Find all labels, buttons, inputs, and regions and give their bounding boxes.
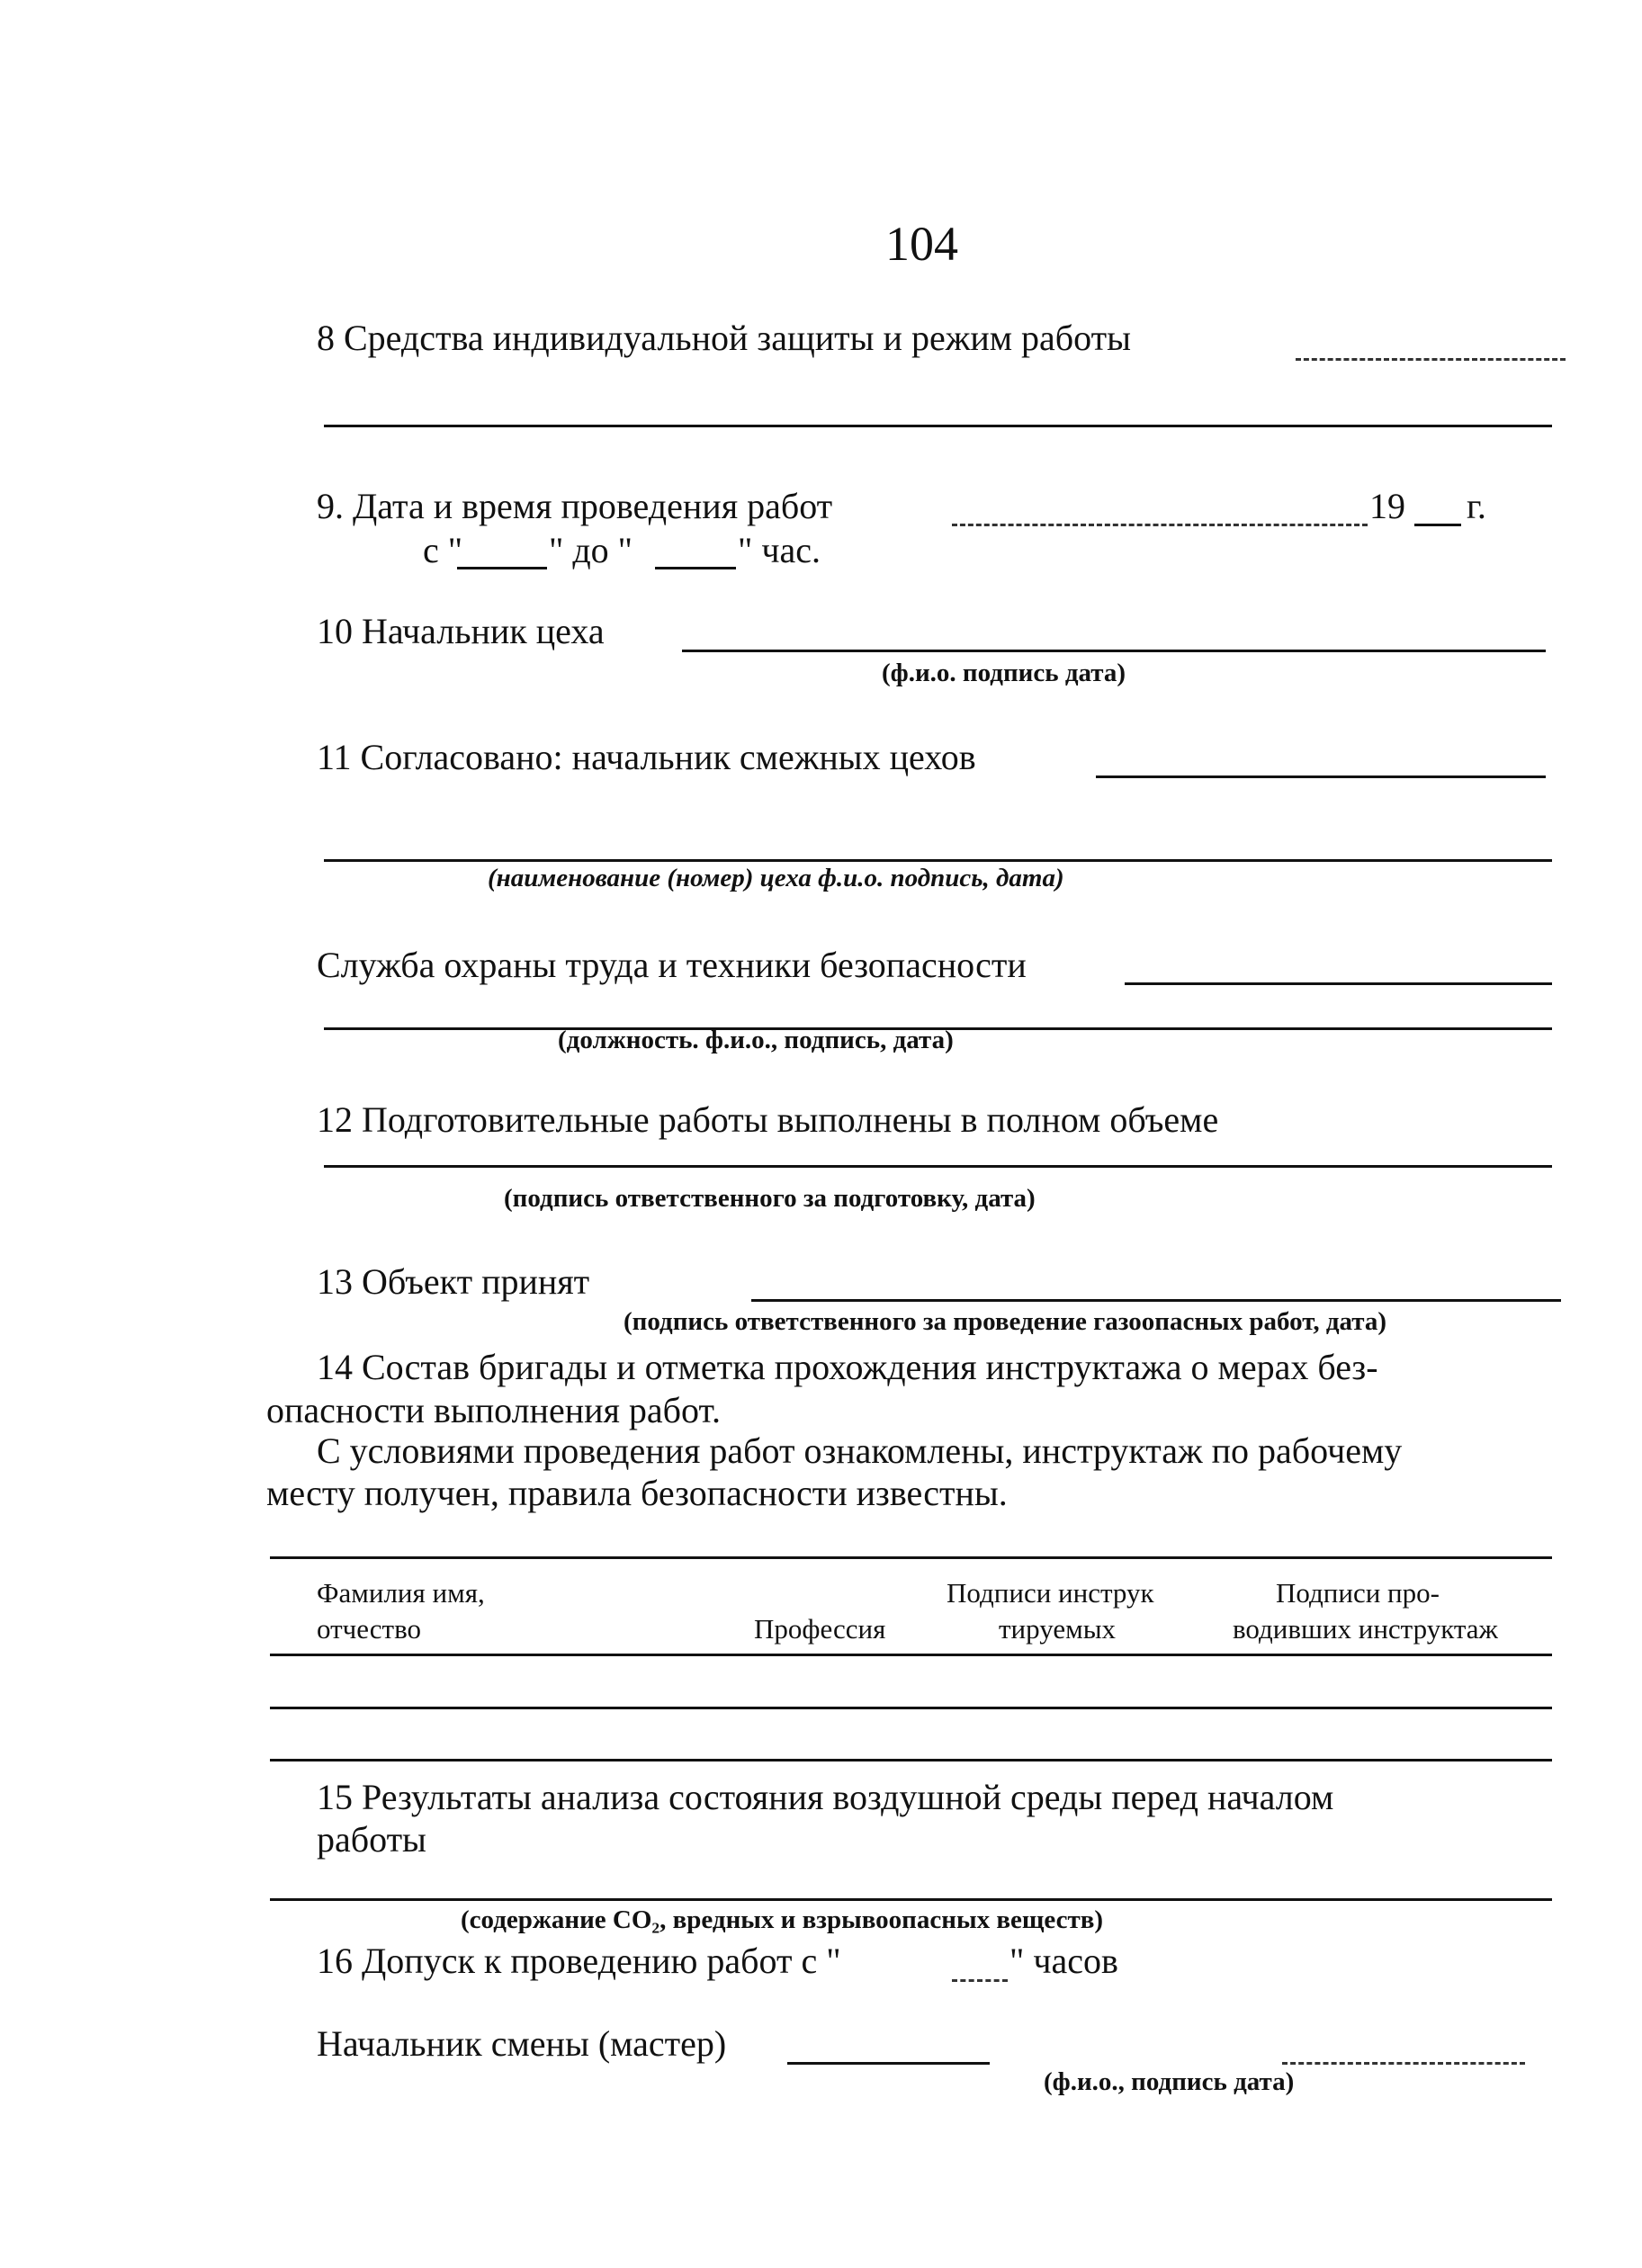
item10-caption: (ф.и.о. подпись дата) xyxy=(882,659,1126,687)
item11-line-b[interactable] xyxy=(324,859,1552,862)
table-row-2[interactable] xyxy=(270,1759,1552,1762)
item9-hours: " час. xyxy=(738,530,821,570)
table-col-profession: Профессия xyxy=(754,1613,886,1645)
table-row-1[interactable] xyxy=(270,1707,1552,1709)
item9-year: 19 xyxy=(1369,486,1405,526)
item15-line1: 15 Результаты анализа состояния воздушной среды перед началом xyxy=(317,1777,1334,1817)
item9-year-blank[interactable] xyxy=(1414,524,1461,526)
safety-label: Служба охраны труда и техники безопасности xyxy=(317,945,1027,985)
item12-label: 12 Подготовительные работы выполнены в полном объеме xyxy=(317,1099,1219,1140)
table-col-instructor-1: Подписи про- xyxy=(1276,1577,1440,1609)
item13-line[interactable] xyxy=(751,1299,1561,1302)
page-number: 104 xyxy=(885,217,958,271)
table-top-rule xyxy=(270,1556,1552,1559)
item14-line3: С условиями проведения работ ознакомлены, инструктаж по рабочему xyxy=(317,1430,1403,1471)
item15-caption: (содержание СО₂, вредных и взрывоопасных веществ) xyxy=(461,1905,1104,1934)
item16-blank[interactable] xyxy=(952,1979,1008,1982)
item9-date-blank[interactable] xyxy=(952,524,1368,526)
item9-from: с " xyxy=(423,530,463,570)
item16-suffix: " часов xyxy=(1009,1941,1118,1981)
table-col-instructor-2: водивших инструктаж xyxy=(1233,1613,1498,1645)
item11-line-a[interactable] xyxy=(1096,775,1546,778)
shift-caption: (ф.и.о., подпись дата) xyxy=(1044,2067,1295,2096)
item8-line[interactable] xyxy=(324,425,1552,427)
safety-line-a[interactable] xyxy=(1125,982,1552,985)
shift-line-b[interactable] xyxy=(1282,2062,1525,2065)
item13-caption: (подпись ответственного за проведение газоопасных работ, дата) xyxy=(624,1307,1387,1336)
item9-from-blank[interactable] xyxy=(457,567,547,569)
item12-caption: (подпись ответственного за подготовку, дата) xyxy=(504,1184,1036,1213)
table-col-name-1: Фамилия имя, xyxy=(317,1577,485,1609)
item8-label: 8 Средства индивидуальной защиты и режим работы xyxy=(317,318,1131,358)
item9-label: 9. Дата и время проведения работ xyxy=(317,486,833,526)
item14-line1: 14 Состав бригады и отметка прохождения инструктажа о мерах без- xyxy=(317,1347,1378,1387)
safety-caption: (должность. ф.и.о., подпись, дата) xyxy=(558,1026,954,1054)
table-col-sign-1: Подписи инструк xyxy=(947,1577,1154,1609)
shift-line-a[interactable] xyxy=(787,2062,990,2065)
item10-label: 10 Начальник цеха xyxy=(317,611,605,651)
item16-label: 16 Допуск к проведению работ с " xyxy=(317,1941,841,1981)
table-col-name-2: отчество xyxy=(317,1613,421,1645)
shift-label: Начальник смены (мастер) xyxy=(317,2023,727,2064)
item14-line2: опасности выполнения работ. xyxy=(266,1390,721,1430)
item9-year-suffix: г. xyxy=(1467,486,1486,526)
item11-caption: (наименование (номер) цеха ф.и.о. подпись, дата) xyxy=(488,864,1064,892)
table-col-sign-2: тируемых xyxy=(999,1613,1117,1645)
table-header-rule xyxy=(270,1654,1552,1656)
item12-line[interactable] xyxy=(324,1165,1552,1168)
item14-line4: месту получен, правила безопасности известны. xyxy=(266,1473,1008,1513)
item8-blank[interactable] xyxy=(1296,358,1566,361)
item15-line[interactable] xyxy=(270,1898,1552,1901)
item9-to-blank[interactable] xyxy=(655,567,736,569)
item11-label: 11 Согласовано: начальник смежных цехов xyxy=(317,737,976,777)
item15-line2: работы xyxy=(317,1819,426,1860)
item9-to: " до " xyxy=(549,530,633,570)
item13-label: 13 Объект принят xyxy=(317,1261,590,1302)
item10-line[interactable] xyxy=(682,650,1546,652)
